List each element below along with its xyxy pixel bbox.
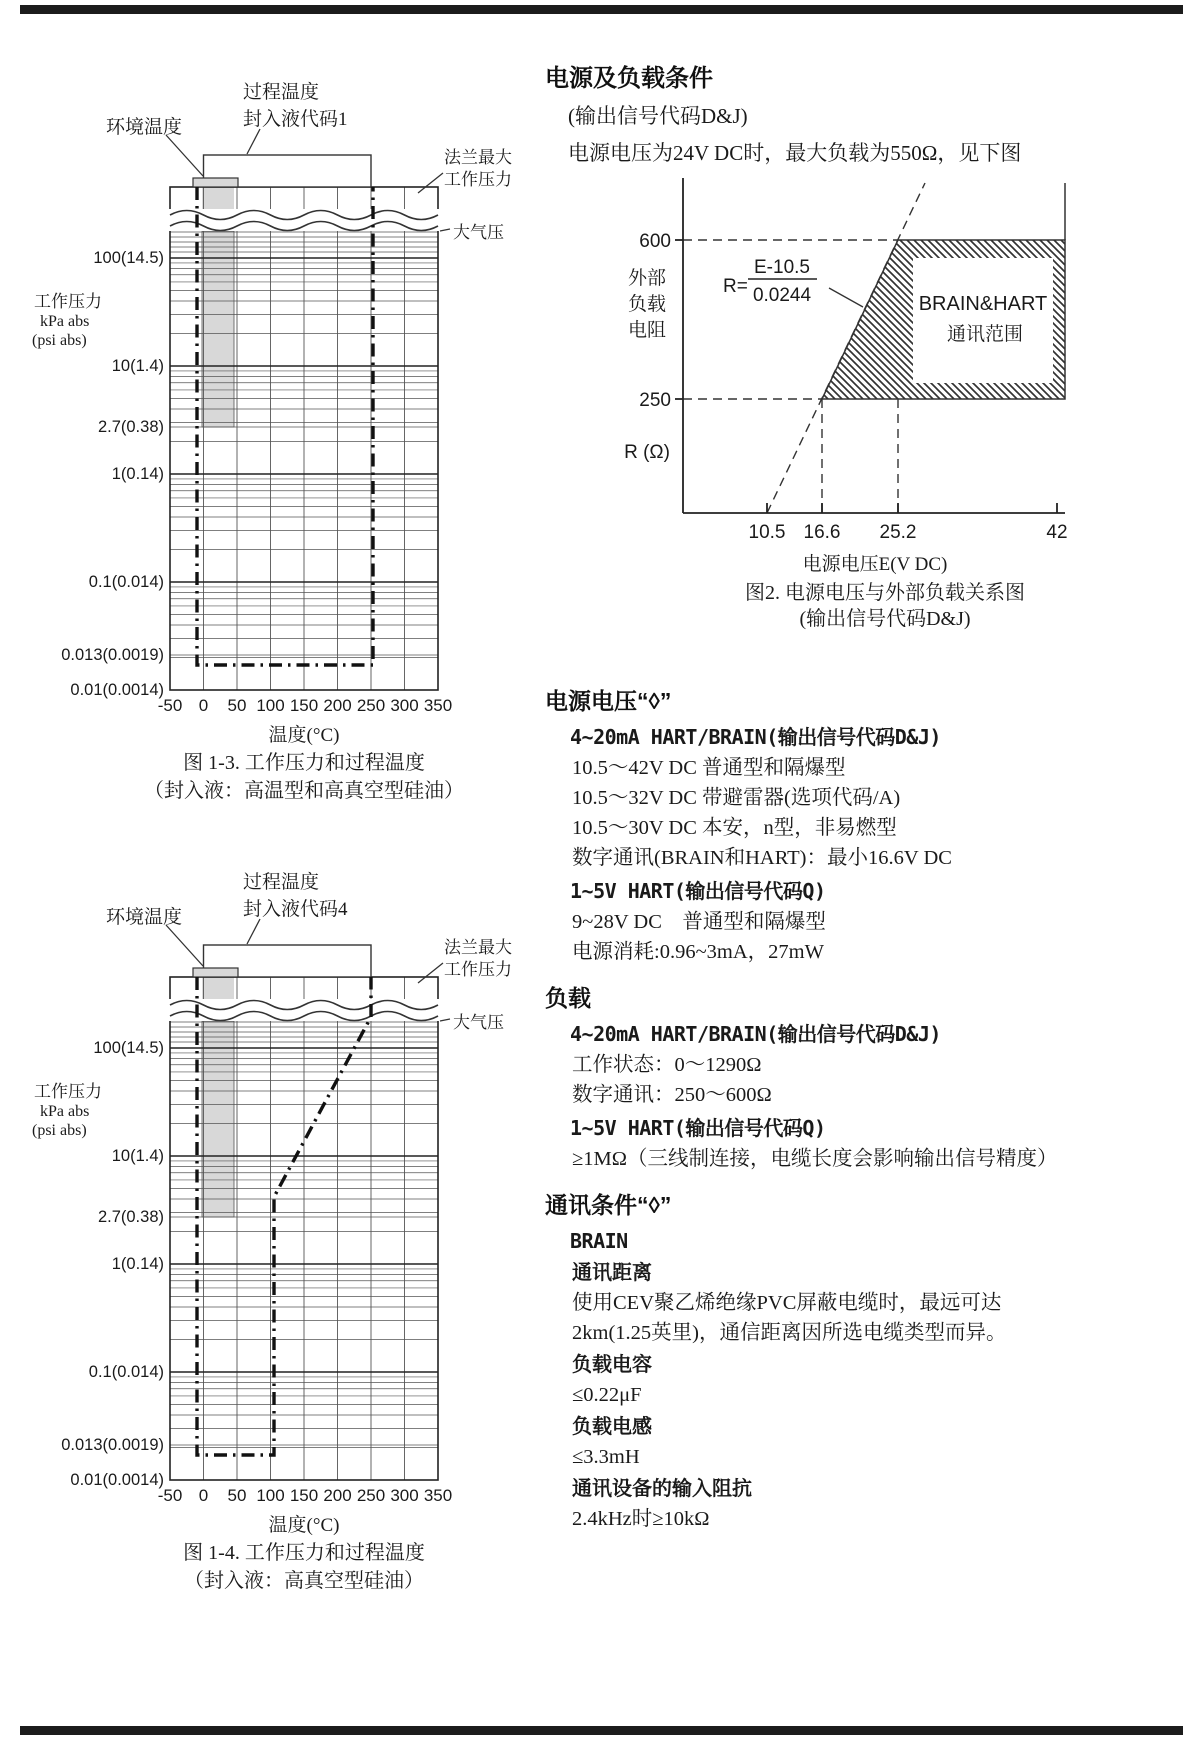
x-tick: 300 <box>390 1486 419 1505</box>
y-tick: 2.7(0.38) <box>97 418 164 436</box>
y-tick: 0.01(0.0014) <box>70 1471 164 1489</box>
spec-line: 9~28V DC 普通型和隔爆型 <box>572 911 826 933</box>
figure-1-3-chart <box>20 55 520 825</box>
spec-line: 数字通讯(BRAIN和HART)：最小16.6V DC <box>572 847 952 869</box>
ambient-temp-pointer <box>166 925 203 966</box>
y-tick: 100(14.5) <box>93 1039 164 1057</box>
x-tick: 50 <box>227 696 247 715</box>
section-title: 电源及负载条件 <box>545 65 713 92</box>
spec-subhead: 负载电感 <box>572 1416 652 1438</box>
spec-line: 工作状态：0～1290Ω <box>572 1054 762 1076</box>
x-tick: 150 <box>289 696 319 715</box>
y-axis-title: 工作压力 <box>34 1082 102 1101</box>
figure-caption-line1: 图2. 电源电压与外部负载关系图 <box>745 582 1025 604</box>
figure-2-chart <box>545 158 1105 638</box>
comm-region-label-1: BRAIN&HART <box>918 293 1048 315</box>
section-description: 电源电压为24V DC时，最大负载为550Ω，见下图 <box>568 141 1022 165</box>
figure-1-4-chart <box>20 845 520 1615</box>
x-axis-title: 温度(°C) <box>268 725 340 746</box>
y-tick-250: 250 <box>639 390 671 411</box>
y-axis-unit: R (Ω) <box>624 442 670 463</box>
x-tick: -50 <box>157 696 183 715</box>
ambient-temp-label: 环境温度 <box>106 907 183 928</box>
spec-line: 使用CEV聚乙烯绝缘PVC屏蔽电缆时，最远可达 <box>572 1292 1002 1314</box>
top-rule <box>20 5 1183 14</box>
y-tick: 0.013(0.0019) <box>61 646 164 664</box>
spec-subhead: 通讯设备的输入阻抗 <box>572 1478 752 1500</box>
x-tick: -50 <box>157 1486 183 1505</box>
y-tick: 1(0.14) <box>111 1255 164 1273</box>
x-tick: 50 <box>227 1486 247 1505</box>
flange-max-label-2: 工作压力 <box>444 960 512 979</box>
x-tick: 150 <box>289 1486 319 1505</box>
power-load-section-header <box>545 58 1195 167</box>
figure-caption-line1: 图 1-3. 工作压力和过程温度 <box>183 752 425 774</box>
flange-max-label-2: 工作压力 <box>444 170 512 189</box>
ambient-temp-range-box <box>193 178 238 187</box>
y-tick: 1(0.14) <box>111 465 164 483</box>
x-axis-title: 温度(°C) <box>268 1515 340 1536</box>
spec-subhead: 1~5V HART(输出信号代码Q) <box>570 1116 826 1140</box>
atmospheric-label: 大气压 <box>453 1013 504 1032</box>
spec-line: 10.5～42V DC 普通型和隔爆型 <box>572 757 846 779</box>
spec-subhead: BRAIN <box>570 1229 628 1253</box>
axis-break <box>169 999 439 1021</box>
x-tick: 350 <box>423 696 453 715</box>
figure-caption-line2: （封入液：高真空型硅油） <box>184 1570 424 1592</box>
formula-pointer <box>829 288 863 307</box>
figure-caption-line1: 图 1-4. 工作压力和过程温度 <box>183 1542 425 1564</box>
spec-line: 10.5～30V DC 本安，n型，非易燃型 <box>572 817 897 839</box>
x-tick-labels <box>158 696 452 715</box>
y-tick: 0.1(0.014) <box>88 1363 164 1381</box>
x-tick: 10.5 <box>748 522 786 543</box>
y-tick: 10(1.4) <box>111 357 164 375</box>
x-tick-labels <box>749 522 1068 543</box>
atmospheric-label: 大气压 <box>453 223 504 242</box>
x-tick: 16.6 <box>803 522 841 543</box>
y-axis-title-line2: 负载 <box>627 294 667 315</box>
x-tick: 200 <box>323 696 352 715</box>
spec-subhead: 负载电容 <box>572 1354 652 1376</box>
section-subtitle: (输出信号代码D&J) <box>568 104 748 128</box>
process-temp-label: 过程温度 <box>243 872 320 893</box>
spec-subhead: 1~5V HART(输出信号代码Q) <box>570 879 826 903</box>
ambient-temp-label: 环境温度 <box>106 117 183 138</box>
formula-lhs: R= <box>723 276 748 297</box>
comm-region-label-box <box>913 258 1053 383</box>
flange-max-label-1: 法兰最大 <box>444 148 512 167</box>
flange-max-label-1: 法兰最大 <box>444 938 512 957</box>
y-axis-unit-1: kPa abs <box>40 1103 90 1120</box>
y-tick: 2.7(0.38) <box>97 1208 164 1226</box>
x-tick: 300 <box>390 696 419 715</box>
formula-numerator: E-10.5 <box>754 257 810 278</box>
spec-line: ≤3.3mH <box>572 1446 640 1468</box>
flange-pressure-pointer <box>418 963 443 983</box>
spec-line: 2.4kHz时≥10kΩ <box>572 1508 710 1530</box>
x-tick: 100 <box>256 1486 285 1505</box>
spec-subhead: 通讯距离 <box>572 1262 652 1284</box>
process-temp-pointer <box>247 129 260 154</box>
y-tick: 10(1.4) <box>111 1147 164 1165</box>
fill-liquid-code-label: 封入液代码1 <box>243 109 348 130</box>
ambient-temp-pointer <box>166 135 203 176</box>
atmospheric-pointer <box>440 229 450 231</box>
formula-denominator: 0.0244 <box>752 285 812 306</box>
y-axis-unit-1: kPa abs <box>40 313 90 330</box>
x-tick: 0 <box>198 1486 209 1505</box>
ambient-temp-range-box <box>193 968 238 977</box>
fill-liquid-code-label: 封入液代码4 <box>243 899 348 920</box>
spec-subhead: 4~20mA HART/BRAIN(输出信号代码D&J) <box>570 1022 941 1046</box>
y-axis-title-line1: 外部 <box>627 268 667 289</box>
spec-heading: 电源电压“◊” <box>545 688 672 714</box>
process-temp-pointer <box>247 919 260 944</box>
x-tick: 250 <box>356 1486 386 1505</box>
figure-caption-line2: （封入液：高温型和高真空型硅油） <box>144 780 464 802</box>
specifications-text <box>545 686 1203 1534</box>
x-tick: 42 <box>1046 522 1068 543</box>
axis-break <box>169 209 439 231</box>
spec-subhead: 4~20mA HART/BRAIN(输出信号代码D&J) <box>570 725 941 749</box>
spec-line: 数字通讯：250～600Ω <box>572 1084 772 1106</box>
process-temp-label: 过程温度 <box>243 82 320 103</box>
x-tick: 0 <box>198 696 209 715</box>
spec-line: 10.5～32V DC 带避雷器(选项代码/A) <box>572 787 901 809</box>
flange-pressure-pointer <box>418 173 443 193</box>
y-tick: 100(14.5) <box>93 249 164 267</box>
x-tick: 250 <box>356 696 386 715</box>
x-tick: 25.2 <box>879 522 917 543</box>
x-tick-labels <box>158 1486 452 1505</box>
spec-heading: 通讯条件“◊” <box>545 1192 672 1218</box>
atmospheric-pointer <box>440 1019 450 1021</box>
y-tick: 0.013(0.0019) <box>61 1436 164 1454</box>
x-axis-title: 电源电压E(V DC) <box>802 554 948 575</box>
x-tick: 350 <box>423 1486 453 1505</box>
spec-line: ≤0.22μF <box>572 1384 642 1406</box>
x-tick: 100 <box>256 696 285 715</box>
spec-line: 2km(1.25英里)，通信距离因所选电缆类型而异。 <box>572 1322 1007 1344</box>
bottom-rule <box>20 1726 1183 1735</box>
spec-line: 电源消耗:0.96~3mA，27mW <box>572 941 824 963</box>
y-axis-title-line3: 电阻 <box>627 320 667 341</box>
figure-caption-line2: (输出信号代码D&J) <box>799 608 971 630</box>
y-tick: 0.01(0.0014) <box>70 681 164 699</box>
y-axis-unit-2: (psi abs) <box>32 332 87 349</box>
x-tick: 200 <box>323 1486 352 1505</box>
y-tick-600: 600 <box>639 231 671 252</box>
comm-region-label-2: 通讯范围 <box>946 324 1024 345</box>
y-axis-title: 工作压力 <box>34 292 102 311</box>
y-axis-unit-2: (psi abs) <box>32 1122 87 1139</box>
spec-heading: 负载 <box>545 985 591 1011</box>
y-tick: 0.1(0.014) <box>88 573 164 591</box>
spec-line: ≥1MΩ（三线制连接，电缆长度会影响输出信号精度） <box>572 1148 1058 1170</box>
